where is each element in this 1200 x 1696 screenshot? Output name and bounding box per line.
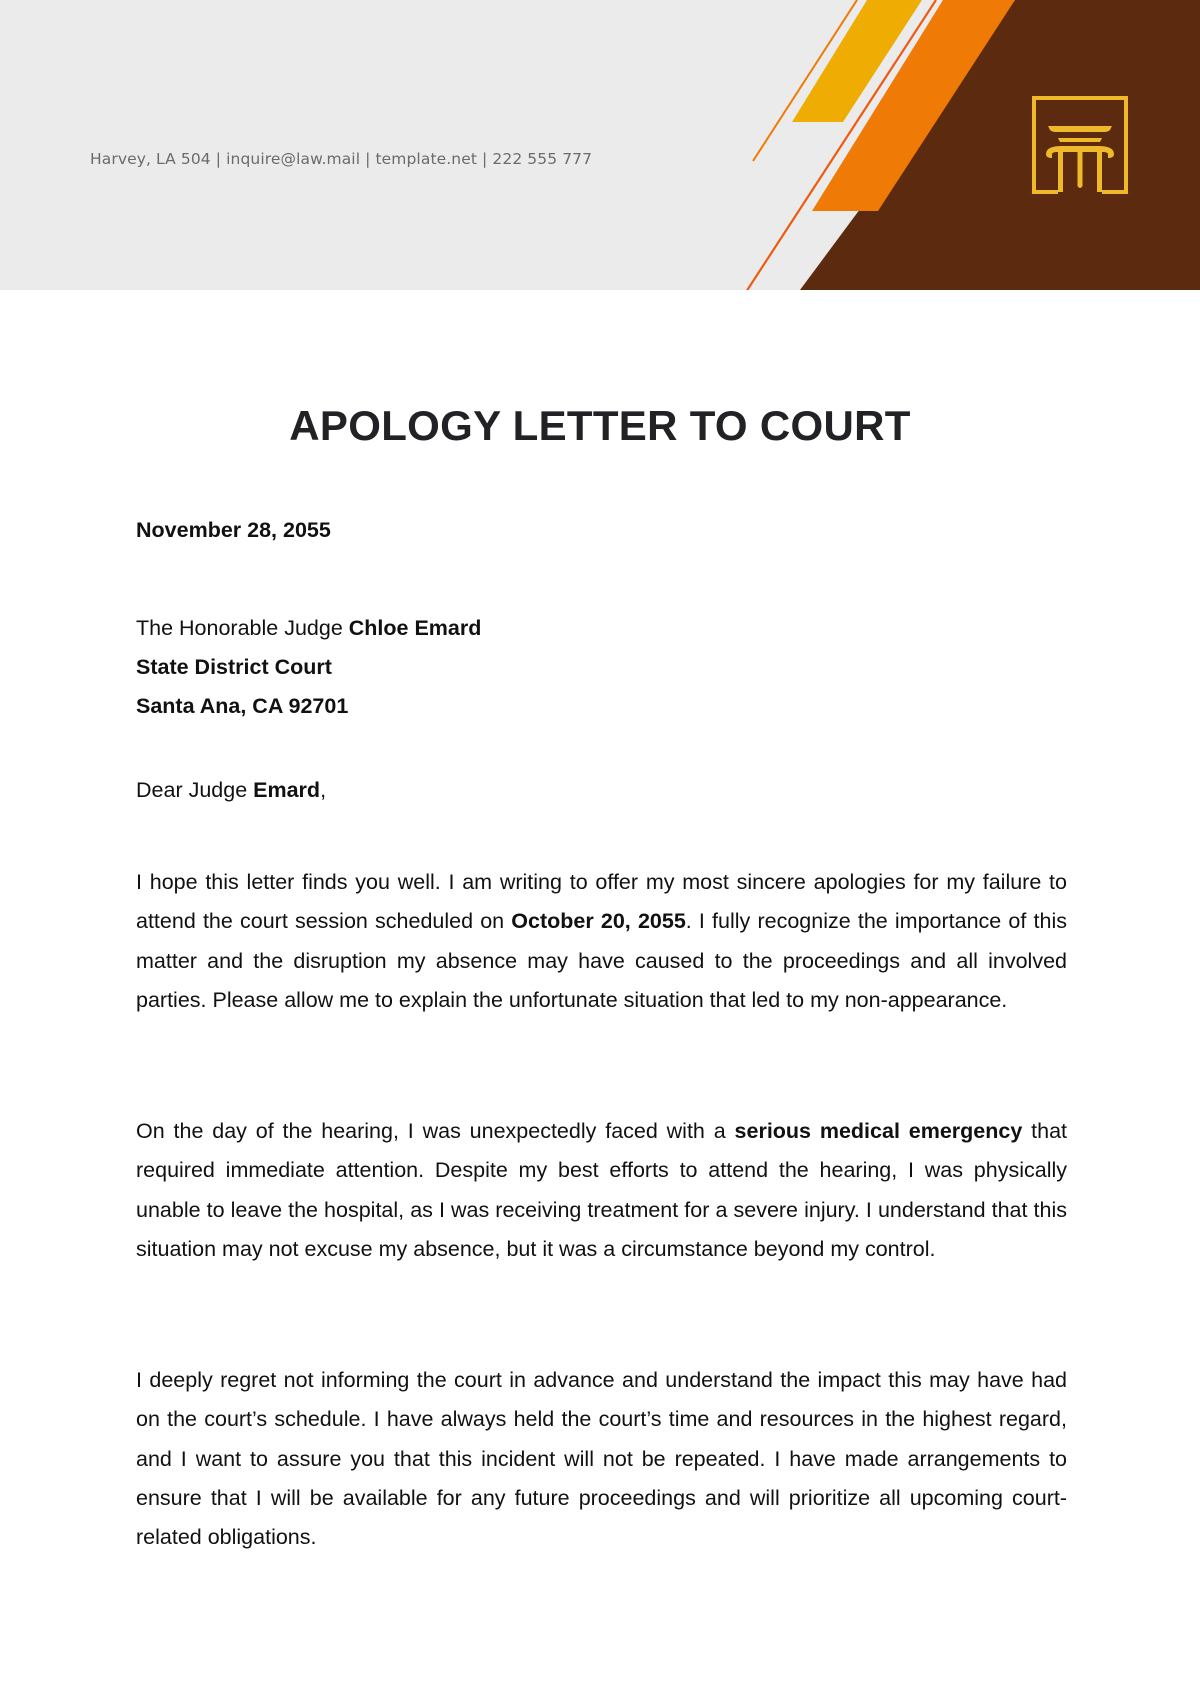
emergency-emphasis: serious medical emergency — [734, 1119, 1023, 1143]
salutation-name: Emard — [253, 778, 321, 802]
hearing-date: October 20, 2055 — [511, 909, 686, 934]
recipient-judge-line — [136, 609, 481, 648]
decorative-stripes — [0, 0, 1200, 290]
recipient-address: Santa Ana, CA 92701 — [136, 694, 349, 718]
pillar-logo-icon — [1032, 96, 1128, 194]
letterhead-banner — [0, 0, 1200, 290]
salutation: Dear Judge Emard, — [136, 778, 327, 802]
document-title: APOLOGY LETTER TO COURT — [289, 402, 911, 449]
recipient-prefix: The Honorable Judge — [136, 616, 349, 640]
judge-name: Chloe Emard — [348, 616, 482, 640]
contact-info: Harvey, LA 504 | inquire@law.mail | template.net | 222 555 777 — [90, 150, 593, 168]
recipient-court: State District Court — [136, 655, 332, 679]
paragraph-2: On the day of the hearing, I was unexpectedly faced with a serious medical emergency that required immediate attention. Despite my best efforts to attend the hearing, I was physically unable to leave the hospital, as I was receiving treatment for a severe injury. I understand that this situation may not excuse my absence, but it was a circumstance beyond my control. — [136, 1119, 1067, 1261]
letter-date: November 28, 2055 — [136, 518, 331, 542]
recipient-block — [136, 609, 481, 726]
paragraph-1: I hope this letter finds you well. I am writing to offer my most sincere apologies for my failure to attend the court session scheduled on October 20, 2055. I fully recognize the importance of this matter and the disruption my absence may have caused to the proceedings and all involved parties. Please allow me to explain the unfortunate situation that led to my non-appearance. — [136, 870, 1067, 1012]
paragraph-3: I deeply regret not informing the court in advance and understand the impact this may have had on the court’s schedule. I have always held the court’s time and resources in the highest regard, and I want to assure you that this incident will not be repeated. I have made arrangements to ensure that I will be available for any future proceedings and will prioritize all upcoming court-related obligations. — [136, 1368, 1067, 1550]
